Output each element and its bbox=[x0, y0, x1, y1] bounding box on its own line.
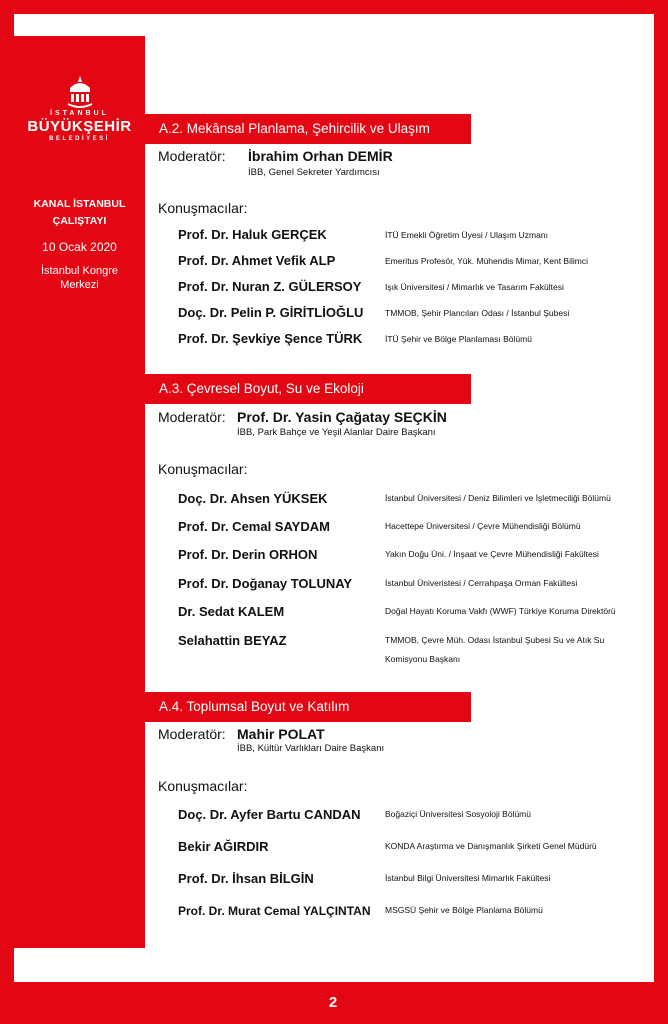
ibb-logo bbox=[14, 74, 145, 142]
moderator-label: Moderatör: bbox=[158, 148, 226, 164]
moderator-label: Moderatör: bbox=[158, 726, 226, 742]
speaker-affiliation: TMMOB, Şehir Plancıları Odası / İstanbul Şubesi bbox=[385, 308, 570, 318]
logo-line-1: İSTANBUL bbox=[50, 110, 109, 117]
speaker-affiliation: Emeritus Profesör, Yük. Mühendis Mimar, Kent Bilimci bbox=[385, 256, 588, 266]
speaker-name: Prof. Dr. Derin ORHON bbox=[178, 547, 318, 562]
speakers-label: Konuşmacılar: bbox=[158, 461, 248, 477]
speaker-affiliation: İTÜ Emekli Öğretim Üyesi / Ulaşım Uzmanı bbox=[385, 230, 548, 240]
speaker-affiliation: Yakın Doğu Üni. / İnşaat ve Çevre Mühendisliği Fakültesi bbox=[385, 549, 599, 559]
speaker-affiliation: MSGSÜ Şehir ve Bölge Planlama Bölümü bbox=[385, 905, 543, 915]
moderator-label: Moderatör: bbox=[158, 409, 226, 425]
speaker-affiliation: TMMOB, Çevre Müh. Odası İstanbul Şubesi Su ve Atık Su Komisyonu Başkanı bbox=[385, 635, 605, 664]
speaker-name: Prof. Dr. Murat Cemal YALÇINTAN bbox=[178, 904, 371, 918]
moderator-role: İBB, Kültür Varlıkları Daire Başkanı bbox=[237, 743, 385, 754]
ibb-emblem-icon bbox=[66, 74, 94, 108]
speaker-name: Prof. Dr. Nuran Z. GÜLERSOY bbox=[178, 279, 362, 294]
speaker-affiliation: İstanbul Üniveristesi / Cerrahpaşa Orman Fakültesi bbox=[385, 578, 578, 588]
speaker-name: Prof. Dr. Cemal SAYDAM bbox=[178, 519, 330, 534]
speaker-affiliation: Doğal Hayatı Koruma Vakfı (WWF) Türkiye Koruma Direktörü bbox=[385, 606, 616, 616]
speaker-name: Prof. Dr. Doğanay TOLUNAY bbox=[178, 576, 353, 591]
moderator-role: İBB, Genel Sekreter Yardımcısı bbox=[248, 167, 380, 178]
speaker-name: Doç. Dr. Ahsen YÜKSEK bbox=[178, 491, 328, 506]
speaker-affiliation: KONDA Araştırma ve Danışmanlık Şirketi Genel Müdürü bbox=[385, 841, 597, 851]
speaker-name: Selahattin BEYAZ bbox=[178, 633, 287, 648]
event-date: 10 Ocak 2020 bbox=[42, 240, 117, 254]
logo-line-2: BÜYÜKŞEHİR bbox=[27, 118, 132, 135]
speaker-affiliation: Işık Üniversitesi / Mimarlık ve Tasarım Fakültesi bbox=[385, 282, 564, 292]
speaker-name: Doç. Dr. Pelin P. GİRİTLİOĞLU bbox=[178, 305, 364, 320]
moderator-name: Mahir POLAT bbox=[237, 726, 325, 742]
speakers-label: Konuşmacılar: bbox=[158, 778, 248, 794]
event-title-2: ÇALIŞTAYI bbox=[52, 215, 107, 227]
speaker-name: Prof. Dr. Ahmet Vefik ALP bbox=[178, 253, 336, 268]
section-header-a4: A.4. Toplumsal Boyut ve Katılım bbox=[145, 692, 471, 722]
speaker-affiliation: İTÜ Şehir ve Bölge Planlaması Bölümü bbox=[385, 334, 532, 344]
sidebar bbox=[14, 36, 145, 948]
speaker-name: Dr. Sedat KALEM bbox=[178, 604, 285, 619]
moderator-name: Prof. Dr. Yasin Çağatay SEÇKİN bbox=[237, 409, 447, 425]
section-header-a3: A.3. Çevresel Boyut, Su ve Ekoloji bbox=[145, 374, 471, 404]
speaker-affiliation: Boğaziçi Üniversitesi Sosyoloji Bölümü bbox=[385, 809, 531, 819]
speaker-name: Doç. Dr. Ayfer Bartu CANDAN bbox=[178, 807, 361, 822]
page-number: 2 bbox=[310, 982, 356, 1024]
section-header-a2: A.2. Mekânsal Planlama, Şehircilik ve Ulaşım bbox=[145, 114, 471, 144]
speaker-affiliation: Hacettepe Üniversitesi / Çevre Mühendisliği Bölümü bbox=[385, 521, 581, 531]
speaker-affiliation: İstanbul Üniversitesi / Deniz Bilimleri ve İşletmeciliği Bölümü bbox=[385, 493, 611, 503]
speaker-name: Prof. Dr. Şevkiye Şence TÜRK bbox=[178, 331, 363, 346]
moderator-role: İBB, Park Bahçe ve Yeşil Alanlar Daire Başkanı bbox=[237, 427, 436, 438]
speaker-name: Prof. Dr. Haluk GERÇEK bbox=[178, 227, 327, 242]
speaker-name: Prof. Dr. İhsan BİLGİN bbox=[178, 871, 314, 886]
event-venue-1: İstanbul Kongre bbox=[40, 265, 119, 277]
event-venue-2: Merkezi bbox=[60, 279, 99, 291]
moderator-name: İbrahim Orhan DEMİR bbox=[248, 148, 393, 164]
logo-line-3: BELEDİYESİ bbox=[49, 136, 110, 142]
event-info bbox=[14, 196, 145, 292]
speaker-affiliation: İstanbul Bilgi Üniversitesi Mimarlık Fakültesi bbox=[385, 873, 551, 883]
speakers-label: Konuşmacılar: bbox=[158, 200, 248, 216]
speaker-name: Bekir AĞIRDIR bbox=[178, 839, 269, 854]
event-title-1: KANAL İSTANBUL bbox=[33, 198, 126, 210]
